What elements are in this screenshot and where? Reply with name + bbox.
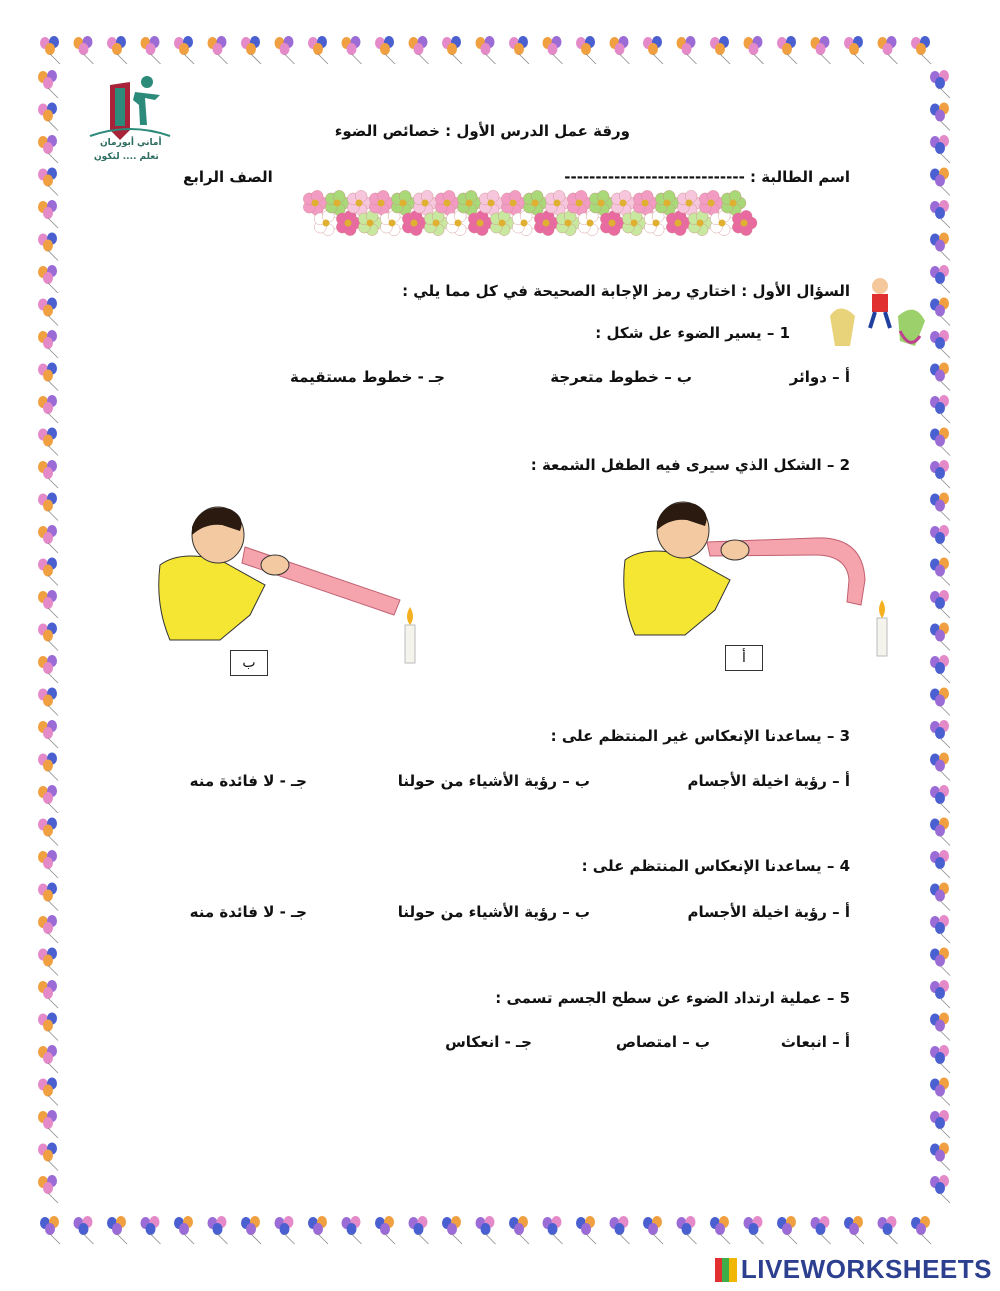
balloon-cluster — [38, 265, 58, 293]
item-1-option-b[interactable]: ب – خطوط متعرجة — [550, 368, 692, 386]
balloon-cluster — [930, 1175, 950, 1203]
balloon-cluster — [38, 1013, 58, 1041]
balloon-cluster — [930, 363, 950, 391]
balloon-cluster — [930, 265, 950, 293]
balloon-cluster — [576, 36, 596, 64]
balloon-cluster — [38, 883, 58, 911]
item-5-option-c[interactable]: جـ - انعكاس — [445, 1033, 532, 1051]
balloon-cluster — [308, 36, 328, 64]
balloon-cluster — [442, 1216, 462, 1244]
live-badge-icon — [715, 1258, 737, 1282]
balloon-cluster — [40, 36, 60, 64]
balloon-cluster — [141, 1216, 161, 1244]
balloon-cluster — [710, 36, 730, 64]
balloon-cluster — [275, 36, 295, 64]
balloon-cluster — [208, 36, 228, 64]
balloon-cluster — [107, 36, 127, 64]
balloon-cluster — [930, 298, 950, 326]
balloon-cluster — [38, 785, 58, 813]
item-4-stem: 4 – يساعدنا الإنعكاس المنتظم على : — [581, 857, 850, 875]
balloon-cluster — [643, 1216, 663, 1244]
student-name-label: اسم الطالبة : ----------------------------- — [564, 168, 850, 186]
balloon-cluster — [38, 233, 58, 261]
balloon-cluster — [174, 36, 194, 64]
balloon-cluster — [930, 655, 950, 683]
liveworksheets-logo[interactable] — [715, 1254, 992, 1285]
image-b-label[interactable]: ب — [230, 650, 268, 676]
balloon-cluster — [476, 36, 496, 64]
balloon-cluster — [930, 135, 950, 163]
balloon-cluster — [38, 1143, 58, 1171]
balloon-cluster — [930, 1110, 950, 1138]
item-1-option-c[interactable]: جـ - خطوط مستقيمة — [290, 368, 445, 386]
balloon-cluster — [342, 36, 362, 64]
balloon-cluster — [38, 818, 58, 846]
balloon-cluster — [744, 36, 764, 64]
balloon-cluster — [543, 1216, 563, 1244]
balloon-cluster — [308, 1216, 328, 1244]
balloon-cluster — [930, 1143, 950, 1171]
balloon-cluster — [241, 36, 261, 64]
balloon-cluster — [643, 36, 663, 64]
item-2-stem: 2 – الشكل الذي سيرى فيه الطفل الشمعة : — [530, 456, 850, 474]
brand-text: LIVEWORKSHEETS — [740, 1254, 992, 1284]
image-a-label[interactable]: أ — [725, 645, 763, 671]
balloon-cluster — [38, 915, 58, 943]
balloon-cluster — [38, 200, 58, 228]
balloon-cluster — [38, 590, 58, 618]
balloon-cluster — [930, 1013, 950, 1041]
balloon-cluster — [878, 1216, 898, 1244]
balloon-cluster — [38, 103, 58, 131]
balloon-cluster — [275, 1216, 295, 1244]
balloon-cluster — [409, 1216, 429, 1244]
balloon-cluster — [509, 36, 529, 64]
balloon-cluster — [442, 36, 462, 64]
balloon-cluster — [610, 1216, 630, 1244]
balloon-cluster — [208, 1216, 228, 1244]
balloon-cluster — [375, 36, 395, 64]
item-5-option-a[interactable]: أ – انبعاث — [780, 1033, 850, 1051]
balloon-cluster — [930, 785, 950, 813]
balloon-cluster — [38, 70, 58, 98]
balloon-cluster — [911, 36, 931, 64]
flower-banner — [300, 183, 760, 245]
balloon-cluster — [576, 1216, 596, 1244]
balloon-cluster — [844, 36, 864, 64]
question-1-heading: السؤال الأول : اختاري رمز الإجابة الصحيحة في كل مما يلي : — [402, 282, 850, 300]
balloon-cluster — [777, 1216, 797, 1244]
balloon-cluster — [930, 720, 950, 748]
balloon-cluster — [930, 558, 950, 586]
balloon-cluster — [930, 493, 950, 521]
balloon-cluster — [38, 363, 58, 391]
balloon-cluster — [930, 980, 950, 1008]
item-4-option-c[interactable]: جـ - لا فائدة منه — [189, 903, 307, 921]
balloon-cluster — [74, 1216, 94, 1244]
balloon-cluster — [930, 883, 950, 911]
balloon-cluster — [930, 168, 950, 196]
balloon-cluster — [930, 948, 950, 976]
balloon-cluster — [74, 36, 94, 64]
balloon-cluster — [38, 460, 58, 488]
balloon-cluster — [174, 1216, 194, 1244]
balloon-cluster — [930, 428, 950, 456]
balloon-cluster — [107, 1216, 127, 1244]
balloon-cluster — [930, 200, 950, 228]
balloon-cluster — [38, 395, 58, 423]
balloon-cluster — [38, 558, 58, 586]
balloon-cluster — [141, 36, 161, 64]
balloon-cluster — [375, 1216, 395, 1244]
balloon-cluster — [930, 1078, 950, 1106]
balloon-cluster — [610, 36, 630, 64]
item-3-option-a[interactable]: أ – رؤية اخيلة الأجسام — [687, 772, 850, 790]
item-1-option-a[interactable]: أ – دوائر — [789, 368, 850, 386]
balloon-cluster — [38, 720, 58, 748]
balloon-cluster — [930, 590, 950, 618]
balloon-cluster — [811, 36, 831, 64]
balloon-cluster — [930, 623, 950, 651]
balloon-cluster — [38, 525, 58, 553]
balloon-cluster — [38, 1045, 58, 1073]
balloon-cluster — [476, 1216, 496, 1244]
balloon-cluster — [38, 298, 58, 326]
balloon-cluster — [40, 1216, 60, 1244]
item-4-option-b[interactable]: ب – رؤية الأشياء من حولنا — [397, 903, 590, 921]
item-5-stem: 5 – عملية ارتداد الضوء عن سطح الجسم تسمى : — [495, 989, 850, 1007]
balloon-cluster — [241, 1216, 261, 1244]
item-4-option-a[interactable]: أ – رؤية اخيلة الأجسام — [687, 903, 850, 921]
item-1-stem: 1 – يسير الضوء عل شكل : — [595, 324, 790, 342]
balloon-cluster — [677, 1216, 697, 1244]
balloon-cluster — [930, 688, 950, 716]
balloon-cluster — [811, 1216, 831, 1244]
balloon-cluster — [38, 948, 58, 976]
balloon-cluster — [930, 753, 950, 781]
item-3-option-b[interactable]: ب – رؤية الأشياء من حولنا — [397, 772, 590, 790]
page-title: ورقة عمل الدرس الأول : خصائص الضوء — [334, 122, 630, 140]
balloon-cluster — [38, 330, 58, 358]
balloon-cluster — [930, 233, 950, 261]
balloon-cluster — [409, 36, 429, 64]
balloon-cluster — [930, 395, 950, 423]
balloon-cluster — [930, 525, 950, 553]
balloon-cluster — [677, 36, 697, 64]
balloon-cluster — [543, 36, 563, 64]
balloon-cluster — [744, 1216, 764, 1244]
balloon-cluster — [911, 1216, 931, 1244]
boy-straight-tube-illustration[interactable] — [150, 505, 430, 670]
balloon-cluster — [38, 168, 58, 196]
balloon-cluster — [930, 915, 950, 943]
balloon-cluster — [38, 655, 58, 683]
balloon-cluster — [38, 688, 58, 716]
balloon-cluster — [777, 36, 797, 64]
balloon-cluster — [38, 1078, 58, 1106]
balloon-cluster — [878, 36, 898, 64]
balloon-cluster — [38, 1110, 58, 1138]
balloon-cluster — [930, 103, 950, 131]
item-3-stem: 3 – يساعدنا الإنعكاس غير المنتظم على : — [550, 727, 850, 745]
balloon-cluster — [38, 623, 58, 651]
balloon-cluster — [930, 850, 950, 878]
item-5-option-b[interactable]: ب – امتصاص — [615, 1033, 710, 1051]
balloon-cluster — [38, 753, 58, 781]
balloon-cluster — [342, 1216, 362, 1244]
grade-label: الصف الرابع — [183, 168, 273, 186]
logo-slogan: تعلم .... لتكون — [94, 152, 159, 162]
flower — [732, 210, 757, 235]
balloon-cluster — [38, 135, 58, 163]
balloon-cluster — [930, 460, 950, 488]
balloon-cluster — [844, 1216, 864, 1244]
balloon-cluster — [38, 428, 58, 456]
balloon-cluster — [38, 850, 58, 878]
balloon-cluster — [710, 1216, 730, 1244]
balloon-cluster — [930, 1045, 950, 1073]
balloon-cluster — [38, 1175, 58, 1203]
balloon-cluster — [38, 493, 58, 521]
item-3-option-c[interactable]: جـ - لا فائدة منه — [189, 772, 307, 790]
balloon-cluster — [930, 70, 950, 98]
balloon-cluster — [38, 980, 58, 1008]
balloon-cluster — [930, 818, 950, 846]
balloon-cluster — [509, 1216, 529, 1244]
logo-name: أماني أبورمان — [100, 138, 162, 148]
balloon-cluster — [930, 330, 950, 358]
